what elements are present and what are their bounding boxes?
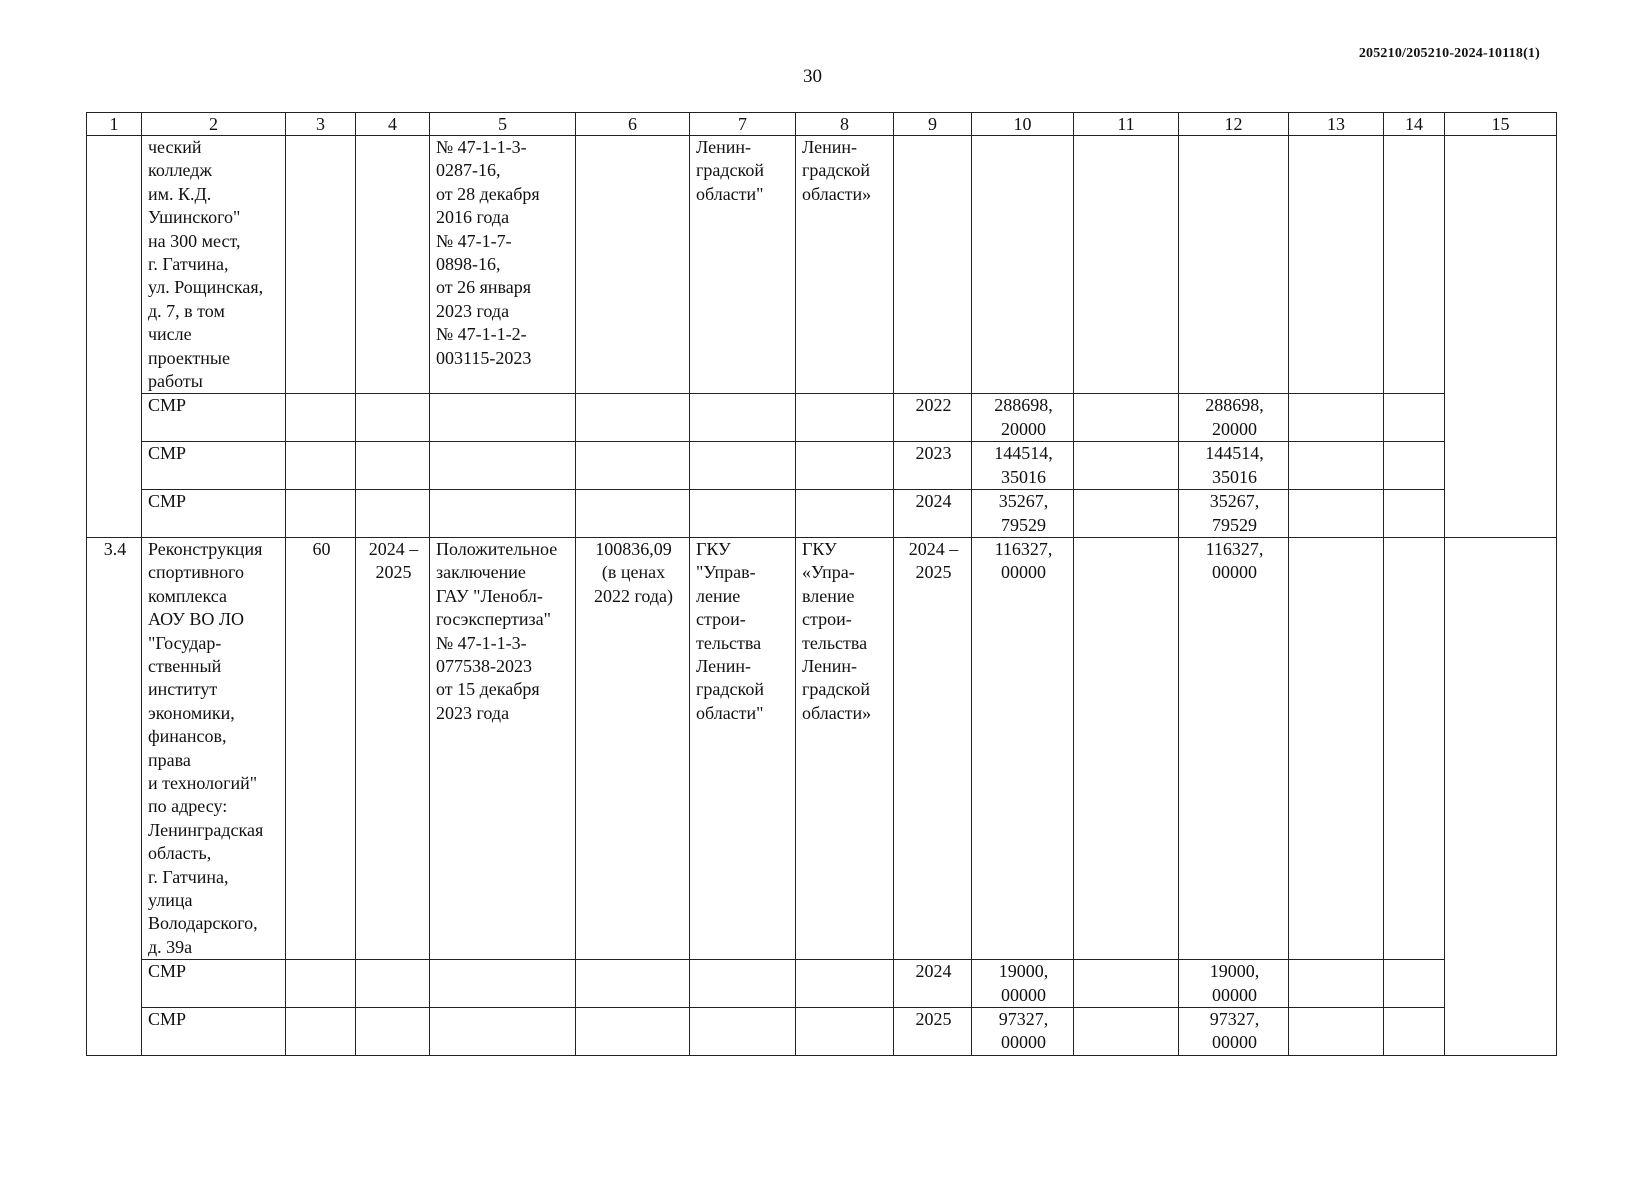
total-amount-cell: 19000, 00000 <box>972 960 1074 1008</box>
work-type-label: СМР <box>142 490 286 538</box>
cell-empty <box>356 394 430 442</box>
table-row <box>87 442 1557 490</box>
customer-cell: ГКУ "Управ- ление строи- тельства Ленин- градской области" <box>690 537 796 959</box>
col-header: 2 <box>142 113 286 136</box>
cell-empty <box>690 490 796 538</box>
cell-empty <box>286 490 356 538</box>
regional-amount-cell: 19000, 00000 <box>1179 960 1289 1008</box>
cell-empty <box>1384 1008 1445 1056</box>
year-cell: 2025 <box>894 1008 972 1056</box>
total-amount-cell: 35267, 79529 <box>972 490 1074 538</box>
cell-empty <box>576 1008 690 1056</box>
cell-empty <box>1289 442 1384 490</box>
document-id: 205210/205210-2024-10118(1) <box>1358 46 1540 61</box>
cell-empty <box>1074 442 1179 490</box>
work-type-label: СМР <box>142 442 286 490</box>
cell-empty <box>1074 537 1179 959</box>
cell-empty <box>1289 960 1384 1008</box>
cell-empty <box>1289 537 1384 959</box>
regional-amount-cell: 144514, 35016 <box>1179 442 1289 490</box>
cell-empty <box>690 442 796 490</box>
cell-empty <box>1074 1008 1179 1056</box>
cell-empty <box>356 442 430 490</box>
object-number: 3.4 <box>87 537 142 1055</box>
cell-empty <box>972 136 1074 394</box>
cell-empty <box>1074 136 1179 394</box>
regional-amount-cell: 288698, 20000 <box>1179 394 1289 442</box>
cell-empty <box>286 1008 356 1056</box>
cell-empty <box>1384 960 1445 1008</box>
cell-number <box>87 136 142 538</box>
total-amount-cell: 116327, 00000 <box>972 537 1074 959</box>
cell-empty <box>1384 442 1445 490</box>
table-row <box>87 136 1557 394</box>
cell-empty <box>1384 136 1445 394</box>
regional-amount-cell: 35267, 79529 <box>1179 490 1289 538</box>
cell-empty <box>796 1008 894 1056</box>
cell-empty <box>356 490 430 538</box>
total-amount-cell: 144514, 35016 <box>972 442 1074 490</box>
col-header: 9 <box>894 113 972 136</box>
cell-empty <box>356 1008 430 1056</box>
col-header: 7 <box>690 113 796 136</box>
cell-empty <box>690 1008 796 1056</box>
col-header: 3 <box>286 113 356 136</box>
col-header: 1 <box>87 113 142 136</box>
col-header: 12 <box>1179 113 1289 136</box>
year-cell: 2024 <box>894 960 972 1008</box>
col-header: 8 <box>796 113 894 136</box>
cell-empty <box>1074 490 1179 538</box>
cell-empty <box>1289 490 1384 538</box>
col-header: 6 <box>576 113 690 136</box>
cell-empty <box>690 394 796 442</box>
column-number-row <box>87 113 1557 136</box>
col-header: 10 <box>972 113 1074 136</box>
object-name-cell: Реконструкция спортивного комплекса АОУ ВО ЛО "Государ- ственный институт экономики, финансов, права и технологий" по адресу: Ленинградская область, г. Гатчина, улица Володарского, д. 39а <box>142 537 286 959</box>
cell-empty <box>576 490 690 538</box>
cell-empty <box>796 394 894 442</box>
regional-amount-cell: 97327, 00000 <box>1179 1008 1289 1056</box>
cell-empty <box>576 960 690 1008</box>
cell-empty <box>1179 136 1289 394</box>
investment-table <box>86 112 1557 1056</box>
cell-empty <box>430 442 576 490</box>
col-header: 14 <box>1384 113 1445 136</box>
cell-empty <box>1384 394 1445 442</box>
total-amount-cell: 97327, 00000 <box>972 1008 1074 1056</box>
cell-empty <box>1384 537 1445 959</box>
page-number: 30 <box>803 66 822 87</box>
cell-empty <box>796 960 894 1008</box>
cell-empty <box>1289 1008 1384 1056</box>
cell-empty <box>1289 136 1384 394</box>
cell-empty <box>576 394 690 442</box>
developer-cell: ГКУ «Упра- вление строи- тельства Ленин- градской области» <box>796 537 894 959</box>
period-cell: 2024 – 2025 <box>356 537 430 959</box>
cell-empty <box>356 960 430 1008</box>
work-type-label: СМР <box>142 394 286 442</box>
cell-empty <box>430 394 576 442</box>
year-cell: 2023 <box>894 442 972 490</box>
cell-empty <box>1074 394 1179 442</box>
table-row <box>87 1008 1557 1056</box>
regional-amount-cell: 116327, 00000 <box>1179 537 1289 959</box>
capacity-cell: 60 <box>286 537 356 959</box>
cell-empty <box>430 490 576 538</box>
customer-cell: Ленин- градской области" <box>690 136 796 394</box>
developer-cell: Ленин- градской области» <box>796 136 894 394</box>
cell-empty <box>1384 490 1445 538</box>
cell-empty <box>1445 537 1557 1055</box>
cell-empty <box>430 1008 576 1056</box>
cell-empty <box>356 136 430 394</box>
cell-empty <box>796 490 894 538</box>
object-name-cell: ческий колледж им. К.Д. Ушинского" на 300 мест, г. Гатчина, ул. Рощинская, д. 7, в том числе проектные работы <box>142 136 286 394</box>
expertise-cell: № 47-1-1-3- 0287-16, от 28 декабря 2016 года № 47-1-7- 0898-16, от 26 января 2023 года № 47-1-1-2- 003115-2023 <box>430 136 576 394</box>
cell-empty <box>286 136 356 394</box>
cell-empty <box>796 442 894 490</box>
cell-empty <box>1289 394 1384 442</box>
total-amount-cell: 288698, 20000 <box>972 394 1074 442</box>
cell-empty <box>894 136 972 394</box>
cell-empty <box>1074 960 1179 1008</box>
cell-empty <box>690 960 796 1008</box>
table-row <box>87 537 1557 959</box>
cell-empty <box>1445 136 1557 538</box>
cell-empty <box>576 136 690 394</box>
year-cell: 2024 <box>894 490 972 538</box>
cost-cell: 100836,09 (в ценах 2022 года) <box>576 537 690 959</box>
work-type-label: СМР <box>142 960 286 1008</box>
table-row <box>87 490 1557 538</box>
cell-empty <box>286 960 356 1008</box>
col-header: 13 <box>1289 113 1384 136</box>
col-header: 15 <box>1445 113 1557 136</box>
cell-empty <box>286 394 356 442</box>
cell-empty <box>286 442 356 490</box>
col-header: 5 <box>430 113 576 136</box>
table-row <box>87 394 1557 442</box>
work-type-label: СМР <box>142 1008 286 1056</box>
col-header: 11 <box>1074 113 1179 136</box>
years-cell: 2024 – 2025 <box>894 537 972 959</box>
table-row <box>87 960 1557 1008</box>
expertise-cell: Положительное заключение ГАУ "Ленобл- госэкспертиза" № 47-1-1-3- 077538-2023 от 15 декабря 2023 года <box>430 537 576 959</box>
cell-empty <box>430 960 576 1008</box>
cell-empty <box>576 442 690 490</box>
col-header: 4 <box>356 113 430 136</box>
year-cell: 2022 <box>894 394 972 442</box>
